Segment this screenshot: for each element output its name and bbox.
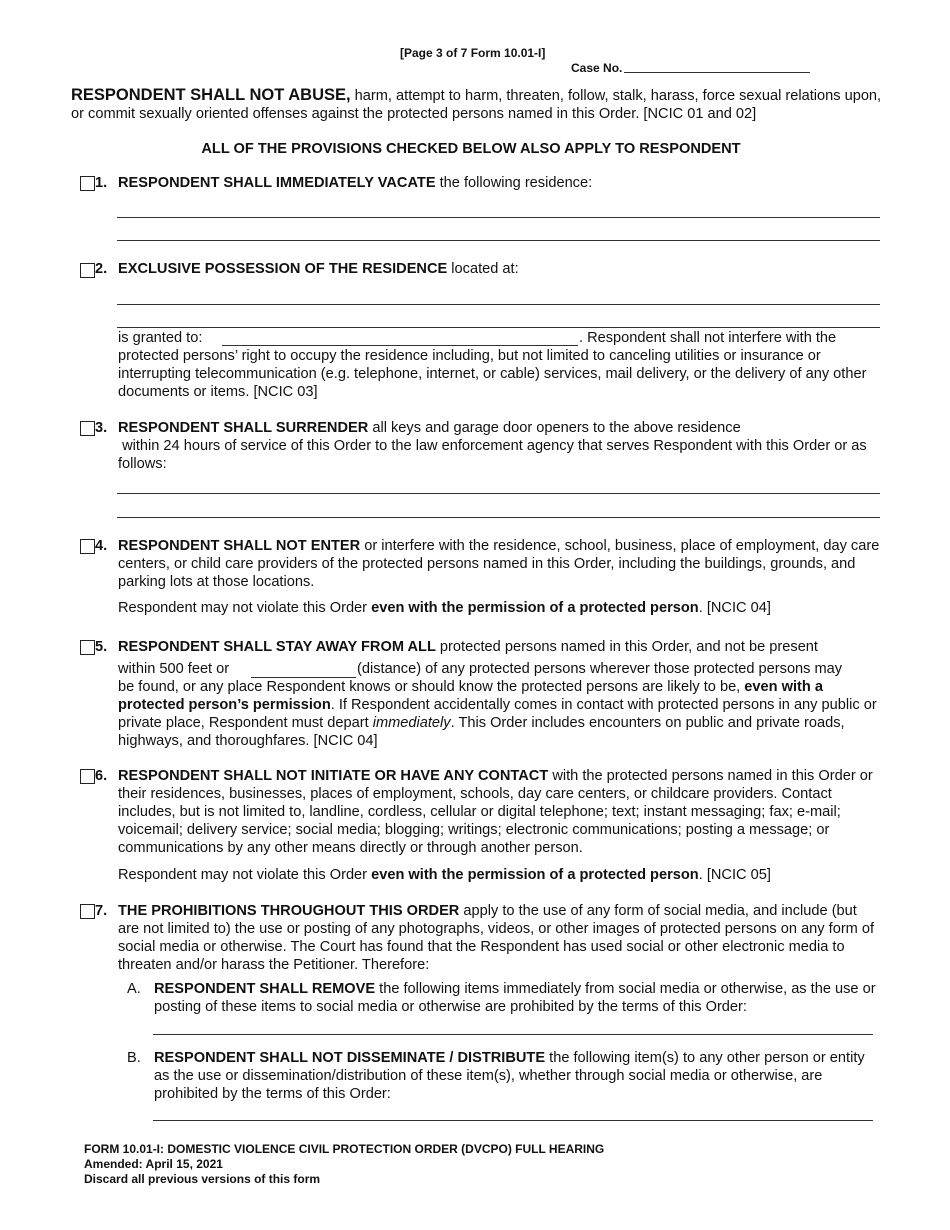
item-2-lead: EXCLUSIVE POSSESSION OF THE RESIDENCE xyxy=(118,261,448,277)
item-7-lead: THE PROHIBITIONS THROUGHOUT THIS ORDER xyxy=(118,903,460,919)
item-2-paragraph: protected persons’ right to occupy the residence including, but not limited to canceling utilities or insurance or interrupting telecommunication (e.g. telephone, internet, or cable) services, mail delivery, or the delivery of any other documents or items. [NCIC 03] xyxy=(118,348,867,400)
granted-to-rest: . Respondent shall not interfere with the xyxy=(579,330,837,346)
item-4-lead: RESPONDENT SHALL NOT ENTER xyxy=(118,538,361,554)
item-5-body-italic: immediately xyxy=(372,715,451,731)
item-5-body-pre: be found, or any place Respondent knows or should know the protected persons are likely to be, xyxy=(118,679,745,695)
item-5-body-post: . This Order includes encounters on public and private roads, highways, and thoroughfares. [NCIC 04] xyxy=(118,715,845,749)
item-5-distance-text: (distance) of any protected persons wherever those protected persons may xyxy=(357,661,843,677)
section-heading: ALL OF THE PROVISIONS CHECKED BELOW ALSO APPLY TO RESPONDENT xyxy=(201,141,741,157)
item-6-body: with the protected persons named in this Order or their residences, businesses, places of employment, schools, day care centers, or childcare providers. Contact includes, but is not limited to, landline, cordless, cellular or digital telephone; text; instant messaging; fax; e-mail; voicemail; delivery service; social media; blogging; writings; electronic communications; posting a message; or communications by any other means directly or through another person. xyxy=(118,768,873,856)
item-7-body: apply to the use of any form of social media, and include (but are not limited to) the use or posting of any photographs, videos, or other images of protected persons on any form of social media or otherwise. The Court has found that the Respondent has used social or other electronic media to threaten and/or harass the Petitioner. Therefore: xyxy=(118,903,875,973)
item-7b-label: B. xyxy=(127,1050,141,1066)
intro-lead: RESPONDENT SHALL NOT ABUSE, xyxy=(71,86,351,104)
item-5-body xyxy=(118,678,880,750)
item-6-checkbox[interactable] xyxy=(80,769,95,784)
item-3-number: 3. xyxy=(95,420,108,436)
item-1-line-2[interactable] xyxy=(117,240,880,241)
item-1-text xyxy=(118,174,880,192)
item-5-body-mid: . If Respondent accidentally comes in contact with protected persons in any public or private place, Respondent must depart xyxy=(118,697,877,731)
item-5-checkbox[interactable] xyxy=(80,640,95,655)
item-5-within: within 500 feet or xyxy=(118,661,230,677)
item-2-line-2[interactable] xyxy=(117,327,880,328)
item-2-line-1[interactable] xyxy=(117,304,880,305)
item-6-note-pre: Respondent may not violate this Order xyxy=(118,867,372,883)
item-4-text xyxy=(118,537,880,591)
item-3-line-2[interactable] xyxy=(117,517,880,518)
item-6-note-bold: even with the permission of a protected person xyxy=(371,867,699,883)
item-6-note xyxy=(118,866,880,884)
item-7a-label: A. xyxy=(127,981,141,997)
granted-to-field[interactable] xyxy=(222,345,578,346)
item-7b-body: the following item(s) to any other person or entity as the use or dissemination/distribution of these item(s), whether through social media or otherwise, are prohibited by the terms of this Order: xyxy=(154,1050,865,1102)
page-label: [Page 3 of 7 Form 10.01-I] xyxy=(400,46,546,60)
item-4-checkbox[interactable] xyxy=(80,539,95,554)
item-7b-line[interactable] xyxy=(153,1120,873,1121)
item-5-first-line: protected persons named in this Order, and not be present xyxy=(435,639,818,655)
footer-form-title: FORM 10.01-I: DOMESTIC VIOLENCE CIVIL PROTECTION ORDER (DVCPO) FULL HEARING xyxy=(84,1142,605,1156)
item-7a-lead: RESPONDENT SHALL REMOVE xyxy=(154,981,376,997)
item-3-line-1[interactable] xyxy=(117,493,880,494)
item-2-number: 2. xyxy=(95,261,108,277)
item-3-body: within 24 hours of service of this Order to the law enforcement agency that serves Respondent with this Order or as follows: xyxy=(118,438,871,472)
footer-discard-note: Discard all previous versions of this form xyxy=(84,1172,321,1186)
item-1-line-1[interactable] xyxy=(117,217,880,218)
item-6-note-post: . [NCIC 05] xyxy=(698,867,771,883)
item-6-text xyxy=(118,767,880,857)
item-3-checkbox[interactable] xyxy=(80,421,95,436)
footer xyxy=(84,1142,604,1187)
item-7-checkbox[interactable] xyxy=(80,904,95,919)
item-4-note-pre: Respondent may not violate this Order xyxy=(118,600,372,616)
item-1-checkbox[interactable] xyxy=(80,176,95,191)
item-1-body: the following residence: xyxy=(435,175,593,191)
item-7a-body: the following items immediately from social media or otherwise, as the use or posting of these items to social media or otherwise are prohibited by the terms of this Order: xyxy=(154,981,876,1015)
item-3-text xyxy=(118,419,880,473)
item-1-lead: RESPONDENT SHALL IMMEDIATELY VACATE xyxy=(118,175,436,191)
item-4-note-bold: even with the permission of a protected person xyxy=(371,600,699,616)
item-7b-lead: RESPONDENT SHALL NOT DISSEMINATE / DISTRIBUTE xyxy=(154,1050,546,1066)
item-2-checkbox[interactable] xyxy=(80,263,95,278)
item-7a-text xyxy=(154,980,878,1016)
item-4-number: 4. xyxy=(95,538,108,554)
item-5-number: 5. xyxy=(95,639,108,655)
item-6-number: 6. xyxy=(95,768,108,784)
item-7-text xyxy=(118,902,880,974)
item-4-note-post: . [NCIC 04] xyxy=(698,600,771,616)
item-3-first-line: all keys and garage door openers to the above residence xyxy=(368,420,741,436)
item-5-lead: RESPONDENT SHALL STAY AWAY FROM ALL xyxy=(118,639,436,655)
item-4-note xyxy=(118,599,880,617)
case-number-field[interactable] xyxy=(624,72,810,73)
item-5-body-bold: even with a protected person’s permission xyxy=(118,679,823,713)
item-4-body: or interfere with the residence, school, business, place of employment, day care centers, or child care providers of the protected persons named in this Order, including the buildings, grounds, and parking lots at those locations. xyxy=(118,538,880,590)
item-7a-line[interactable] xyxy=(153,1034,873,1035)
granted-to-label: is granted to: xyxy=(118,330,203,346)
item-3-lead: RESPONDENT SHALL SURRENDER xyxy=(118,420,369,436)
item-2-body: located at: xyxy=(447,261,519,277)
item-1-number: 1. xyxy=(95,175,108,191)
case-number-label: Case No. xyxy=(571,61,623,75)
item-7b-text xyxy=(154,1049,878,1103)
item-2-text xyxy=(118,260,880,278)
item-7-number: 7. xyxy=(95,903,108,919)
item-5-text xyxy=(118,638,880,656)
item-6-lead: RESPONDENT SHALL NOT INITIATE OR HAVE ANY CONTACT xyxy=(118,768,549,784)
intro-text: harm, attempt to harm, threaten, follow, stalk, harass, force sexual relations upon, or commit sexually oriented offenses against the protected persons named in this Order. [NCIC 01 and 02] xyxy=(71,88,882,122)
intro-paragraph xyxy=(71,86,891,123)
footer-amended: Amended: April 15, 2021 xyxy=(84,1157,223,1171)
